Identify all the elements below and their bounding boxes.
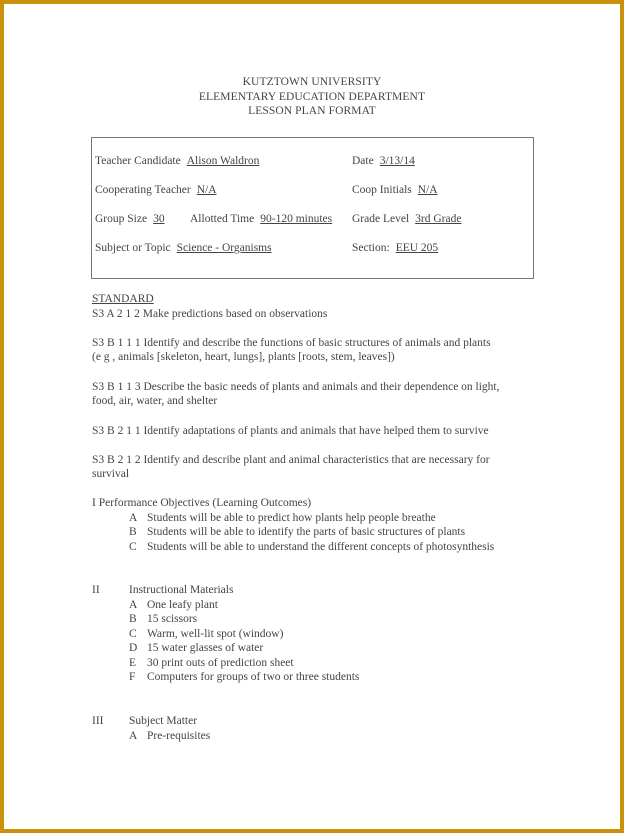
subject-field [95,242,272,254]
section-field [352,242,438,254]
lesson-info-box [91,137,534,279]
list-letter: B [129,526,137,538]
standard-item: S3 B 2 1 1 Identify adaptations of plants and animals that have helped them to survive [92,425,489,437]
objective-item: Students will be able to understand the different concepts of photosynthesis [147,541,495,553]
performance-objectives-heading: I Performance Objectives (Learning Outcomes) [92,497,312,509]
allotted-time-label: Allotted Time [190,213,255,225]
objective-item: Students will be able to identify the parts of basic structures of plants [147,526,466,538]
standard-item: S3 B 1 1 1 Identify and describe the functions of basic structures of animals and plants [92,337,491,349]
allotted-time-field [190,213,332,225]
document-page [4,4,620,829]
list-letter: E [129,657,137,669]
instructional-materials-heading: Instructional Materials [129,584,234,596]
list-letter: A [129,730,138,742]
cooperating-teacher-label: Cooperating Teacher [95,184,191,196]
department-title: ELEMENTARY EDUCATION DEPARTMENT [198,91,426,103]
standard-item-cont: survival [92,468,130,480]
material-item: One leafy plant [147,599,218,611]
subject-value: Science - Organisms [176,242,272,254]
objective-item: Students will be able to predict how plants help people breathe [147,512,436,524]
section-numeral: II [92,584,100,596]
list-letter: B [129,613,137,625]
coop-initials-label: Coop Initials [352,184,412,196]
list-letter: C [129,541,137,553]
document-title: LESSON PLAN FORMAT [248,105,376,117]
subject-matter-item: Pre-requisites [147,730,211,742]
standard-heading: STANDARD [92,293,154,305]
teacher-candidate-label: Teacher Candidate [95,155,181,167]
date-label: Date [352,155,374,167]
standard-item: S3 A 2 1 2 Make predictions based on observations [92,308,328,320]
section-value: EEU 205 [395,242,439,254]
standard-item: S3 B 1 1 3 Describe the basic needs of plants and animals and their dependence on light, [92,381,500,393]
coop-initials-value: N/A [417,184,438,196]
grade-level-field [352,213,461,225]
university-title: KUTZTOWN UNIVERSITY [242,76,382,88]
standard-item: S3 B 2 1 2 Identify and describe plant and animal characteristics that are necessary for [92,454,490,466]
allotted-time-value: 90-120 minutes [260,213,333,225]
material-item: Computers for groups of two or three students [147,671,360,683]
list-letter: A [129,599,138,611]
list-letter: D [129,642,138,654]
cooperating-teacher-value: N/A [196,184,217,196]
standard-item-cont: (e g , animals [skeleton, heart, lungs], plants [roots, stem, leaves]) [92,351,395,363]
date-field [352,155,415,167]
subject-label: Subject or Topic [95,242,171,254]
group-size-field [95,213,165,225]
date-value: 3/13/14 [379,155,415,167]
material-item: 15 water glasses of water [147,642,264,654]
grade-level-value: 3rd Grade [415,213,462,225]
grade-level-label: Grade Level [352,213,410,225]
section-numeral: III [92,715,104,727]
list-letter: A [129,512,138,524]
coop-initials-field [352,184,438,196]
list-letter: C [129,628,137,640]
section-label: Section: [352,242,390,254]
group-size-label: Group Size [95,213,148,225]
teacher-candidate-value: Alison Waldron [186,155,260,167]
material-item: 30 print outs of prediction sheet [147,657,294,669]
subject-matter-heading: Subject Matter [129,715,198,727]
material-item: 15 scissors [147,613,198,625]
group-size-value: 30 [153,213,165,225]
teacher-candidate-field [95,155,259,167]
list-letter: F [129,671,136,683]
standard-item-cont: food, air, water, and shelter [92,395,218,407]
material-item: Warm, well-lit spot (window) [147,628,284,640]
cooperating-teacher-field [95,184,217,196]
